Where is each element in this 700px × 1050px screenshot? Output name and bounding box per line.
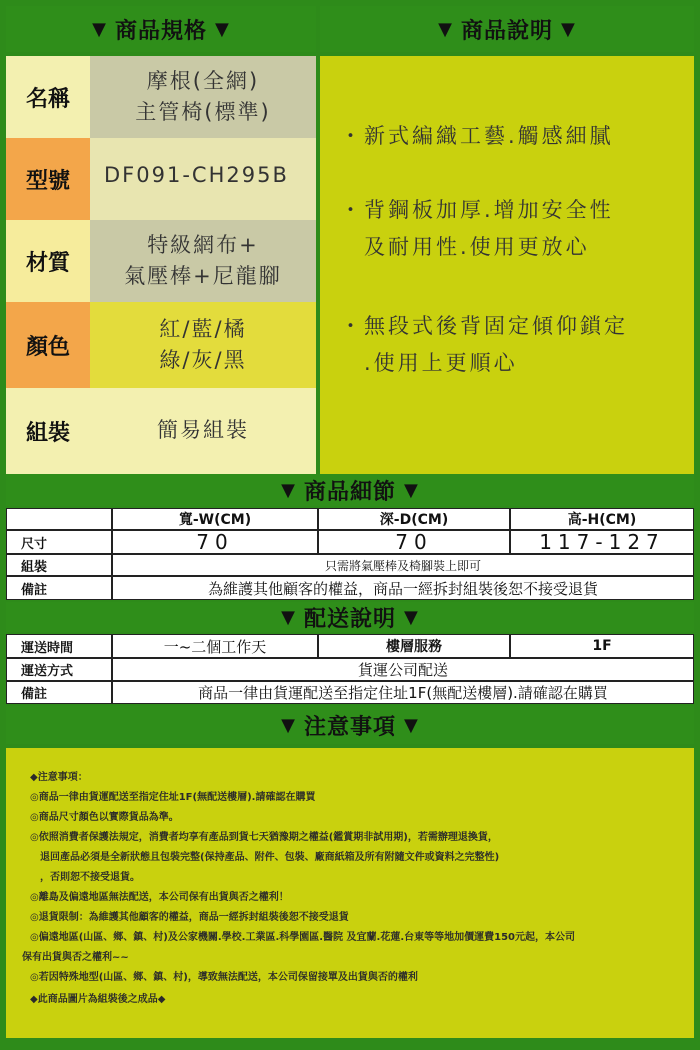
- triangle-down-icon: ▼: [281, 714, 296, 736]
- width-value: 70: [112, 530, 318, 554]
- height-value: 117-127: [510, 530, 694, 554]
- spec-header: [6, 6, 316, 52]
- assembly-value: 只需將氣壓棒及椅腳裝上即可: [112, 554, 694, 576]
- remark-value: 為維護其他顧客的權益，商品一經拆封組裝後恕不接受退貨: [112, 576, 694, 600]
- size-label: 尺寸: [6, 530, 112, 554]
- delivery-method-value: 貨運公司配送: [112, 658, 694, 681]
- spec-value: DF091-CH295B: [90, 138, 316, 220]
- triangle-down-icon: ▼: [404, 606, 419, 628]
- spec-value: 紅/藍/橘 綠/灰/黑: [90, 302, 316, 388]
- delivery-table: [6, 634, 694, 704]
- desc-header-title: 商品說明: [460, 18, 553, 44]
- notice-line: ◎商品尺寸顏色以實際貨品為準。: [30, 812, 179, 823]
- description-panel: [320, 56, 694, 474]
- description-item: ・無段式後背固定傾仰鎖定 .使用上更順心: [340, 314, 628, 375]
- assembly-label: 組裝: [6, 554, 112, 576]
- notice-line: ，否則恕不接受退貨。: [30, 872, 140, 883]
- spec-label: 顏色: [6, 302, 90, 388]
- delivery-time-label: 運送時間: [6, 634, 112, 658]
- col-height-header: 高-H(CM): [510, 508, 694, 530]
- notice-line: ◎若因特殊地型(山區、鄉、鎮、村)，導致無法配送，本公司保留接單及出貨與否的權利: [30, 972, 418, 983]
- triangle-down-icon: ▼: [281, 606, 296, 628]
- col-depth-header: 深-D(CM): [318, 508, 510, 530]
- notice-panel: [6, 748, 694, 1038]
- depth-value: 70: [318, 530, 510, 554]
- detail-header-title: 商品細節: [303, 479, 396, 505]
- triangle-down-icon: ▼: [404, 714, 419, 736]
- spec-header-title: 商品規格: [114, 18, 207, 44]
- spec-label: 材質: [6, 220, 90, 302]
- floor-service-value: 1F: [510, 634, 694, 658]
- delivery-time-value: 一~二個工作天: [112, 634, 318, 658]
- delivery-header: [6, 602, 694, 632]
- notice-line: ◎依照消費者保護法規定，消費者均享有產品到貨七天猶豫期之權益(鑑賞期非試用期)，若需辦理退換貨，: [30, 832, 498, 843]
- notice-header-title: 注意事項: [303, 714, 396, 740]
- triangle-down-icon: ▼: [561, 18, 576, 40]
- triangle-down-icon: ▼: [281, 479, 296, 501]
- spec-label: 名稱: [6, 56, 90, 138]
- delivery-remark-label: 備註: [6, 681, 112, 704]
- spec-row-color: [6, 302, 316, 388]
- delivery-header-title: 配送說明: [303, 606, 396, 632]
- spec-label: 型號: [6, 138, 90, 220]
- spec-row-name: [6, 56, 316, 138]
- delivery-remark-value: 商品一律由貨運配送至指定住址1F(無配送樓層).請確認在購買: [112, 681, 694, 704]
- notice-line: ◎離島及偏遠地區無法配送，本公司保有出貨與否之權利！: [30, 892, 289, 903]
- detail-table: [6, 508, 694, 600]
- spec-row-model: [6, 138, 316, 220]
- desc-header: [320, 6, 694, 52]
- notice-line: ◎退貨限制：為維護其他顧客的權益，商品一經拆封組裝後恕不接受退貨: [30, 912, 349, 923]
- detail-header: [6, 474, 694, 506]
- notice-line: 退回產品必須是全新狀態且包裝完整(保持產品、附件、包裝、廠商紙箱及所有附隨文件或資料之完整性): [30, 852, 500, 863]
- triangle-down-icon: ▼: [215, 18, 230, 40]
- notice-line: ◆此商品圖片為組裝後之成品◆: [30, 994, 166, 1005]
- spec-table: [6, 56, 316, 474]
- floor-service-label: 樓層服務: [318, 634, 510, 658]
- spec-value: 簡易組裝: [90, 388, 316, 474]
- triangle-down-icon: ▼: [92, 18, 107, 40]
- notice-line: 保有出貨與否之權利~~: [22, 952, 129, 963]
- spec-value: 特級網布+ 氣壓棒+尼龍腳: [90, 220, 316, 302]
- remark-label: 備註: [6, 576, 112, 600]
- spec-row-assembly: [6, 388, 316, 474]
- notice-line: ◎偏遠地區(山區、鄉、鎮、村)及公家機關.學校.工業區.科學園區.醫院 及宜蘭.花蓮.台東等等地加價運費150元起，本公司: [30, 932, 576, 943]
- spec-row-material: [6, 220, 316, 302]
- notice-header: [6, 706, 694, 744]
- spec-value: 摩根(全網) 主管椅(標準): [90, 56, 316, 138]
- notice-line: ◆注意事項：: [30, 772, 88, 783]
- description-item: ・背鋼板加厚.增加安全性 及耐用性.使用更放心: [340, 198, 614, 259]
- triangle-down-icon: ▼: [438, 18, 453, 40]
- notice-line: ◎商品一律由貨運配送至指定住址1F(無配送樓層).請確認在購買: [30, 792, 316, 803]
- delivery-method-label: 運送方式: [6, 658, 112, 681]
- triangle-down-icon: ▼: [404, 479, 419, 501]
- description-item: ・新式編織工藝.觸感細膩: [340, 124, 614, 148]
- col-width-header: 寬-W(CM): [112, 508, 318, 530]
- spec-label: 組裝: [6, 388, 90, 474]
